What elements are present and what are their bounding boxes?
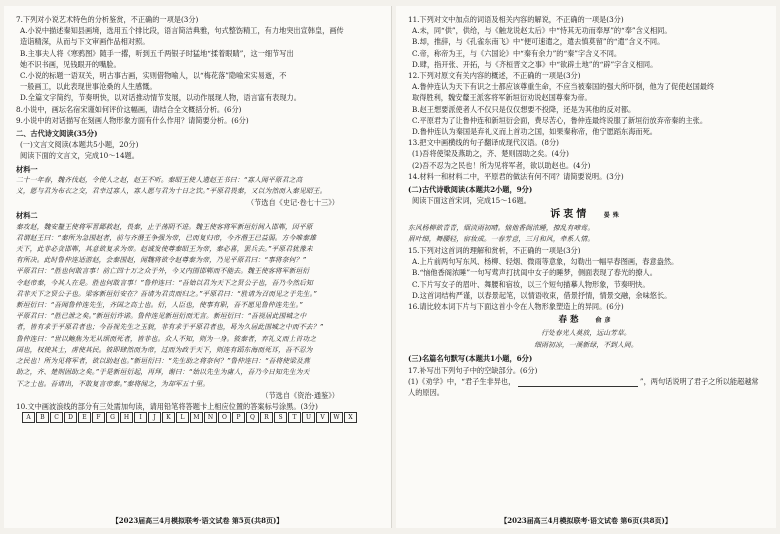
text-line: C.平原君为了让鲁仲连和新垣衍会面，费尽苦心，鲁仲连最终说服了新垣衍放弃帝秦的主张。 <box>412 115 708 125</box>
text-line: 新垣衍曰：“吾闻鲁仲连先生，齐国之高士也。衍，人臣也，使事有职，吾不愿见鲁仲连先生。” <box>16 301 303 310</box>
text-line: 鲁仲连曰：“世以鲍焦为无从颂而死者，皆非也。众人不知，则为一身。彼秦者，弃礼义而上首功之 <box>16 334 317 343</box>
text-line: D.鲁仲连认为秦国是弃礼义而上首功之国，如果秦称帝，他宁愿蹈东海而死。 <box>412 127 657 137</box>
text-line: 行处春光人莫放，远山芳草。 <box>541 329 631 338</box>
answer-box[interactable]: B <box>36 412 49 423</box>
text-line: D.肆，指开张、开拓，与《齐桓晋文之事》中“欲辟土地”的“辟”字含义相同。 <box>412 59 658 69</box>
answer-box[interactable]: H <box>120 412 133 423</box>
text-line: (2)吾不忍为之民也！所为见将军者，欲以助赵也。(4分) <box>412 160 591 170</box>
text-line: 君非天下之贤公子也。梁客新垣衍安在？吾请为君责而归之。”平原君曰：“胜请为召而见之于先生。” <box>16 289 317 298</box>
answer-box[interactable]: V <box>316 412 329 423</box>
text-line: B.赵王想要派使者人不仅只是仅仅想要不投降，还是为其他的反对都。 <box>412 104 636 114</box>
question-10: 10.文中画波浪线的部分有三处需加句读，请用铅笔将答题卡上相应位置的答案标号涂黑。(3分) <box>16 401 318 411</box>
text-line: 天下，此非必贪邯郸，其意欲复求为帝。赵诚发使尊秦昭王为帝，秦必喜，罢兵去。”平原君犹豫未 <box>16 245 313 254</box>
poem-author: 晏殊 <box>603 212 622 220</box>
answer-box[interactable]: S <box>274 412 287 423</box>
answer-box[interactable]: X <box>344 412 357 423</box>
text-line: C.下片写女子的眉叶、舞腰和宿妆，以三个短句描摹人物形象，节奏明快。 <box>412 279 650 289</box>
answer-box[interactable]: U <box>302 412 315 423</box>
answer-box[interactable]: O <box>218 412 231 423</box>
answer-blank[interactable] <box>518 378 638 387</box>
text-line: 她不识书画，见钱眼开的嘴脸。 <box>20 59 121 69</box>
text-line: 取得胜利，魏安釐王派客将军新垣衍劝说赵国尊秦为帝。 <box>412 93 592 103</box>
text-line: D.这首词结构严谨，以春景起笔，以情语收束，借景抒情，情景交融，余味悠长。 <box>412 290 672 300</box>
left-page <box>4 6 392 528</box>
answer-box[interactable]: W <box>330 412 343 423</box>
text-line: 眉叶细，舞腰轻，宿妆成。一春芳意，三月和风，牵系人情。 <box>408 234 595 243</box>
material-title: 材料二 <box>16 211 38 221</box>
text-line: A.上片前两句写东风、杨柳、轻烟、微雨等意象，勾勒出一幅早春图画，春意盎然。 <box>412 257 679 267</box>
text-line: 义，愿与君为布衣之交，君幸过寡人，寡人愿与君为十日之饮。”平原君畏秦，又以为然而入秦见昭王。 <box>16 187 327 196</box>
text-line: A.小说中描述秦知县画境，选用五个排比段，语言简洁典雅，句式整饬精工，有力地突出宣韩皇，画传 <box>20 26 344 36</box>
text-line: 二十一年春，魏齐伐赵，令使人之赵，赵王不听。秦昭王使人遗赵王书曰：“寡人闻平原君之高 <box>16 175 303 184</box>
text-line: 助之，齐、楚则固助之矣。”于是新垣衍起，再拜，谢曰：“始以先生为庸人，吾乃今日知先生为天 <box>16 368 310 377</box>
source-note: （节选自《史记·卷七十三》） <box>246 198 339 208</box>
answer-box[interactable]: A <box>22 412 35 423</box>
question-17: 17.补写出下列句子中的空缺部分。(6分) <box>408 365 538 375</box>
text-line: 15.下列对这首词的理解和赏析，不正确的一项是(3分) <box>408 246 581 256</box>
answer-box[interactable]: Q <box>246 412 259 423</box>
text-line: 平原君曰：“胜已泄之矣。”新垣衍许诺。鲁仲连见新垣衍而无言。新垣衍曰：“吾视居此围城之中 <box>16 312 307 321</box>
text-line: 细雨初凉，一溪新绿，不到人间。 <box>534 341 638 350</box>
text-line: 秦攻赵，魏安釐王使将军晋鄙救赵，畏秦，止于荡阴不进。魏王使客将军新垣衍间入邯郸，因平原 <box>16 222 313 231</box>
answer-box[interactable]: D <box>64 412 77 423</box>
material-1-text <box>16 175 379 197</box>
text-line: 东风杨柳欲青青，烟淡雨初晴。恼他香阁浓睡，撩乱有啼莺。 <box>408 223 595 232</box>
answer-box[interactable]: J <box>148 412 161 423</box>
poem-title <box>408 209 764 221</box>
answer-box[interactable]: T <box>288 412 301 423</box>
text-line: 造诣精深，从而与下文审画作品相对照。 <box>20 37 150 47</box>
answer-box[interactable]: E <box>78 412 91 423</box>
text-line: 君谓赵王曰：“秦所为急围赵者，前与齐湣王争强为帝，已而复归帝，今齐湣王已益弱。方今唯秦雄 <box>16 233 317 242</box>
sub-heading: (一)文言文阅读(本题共5小题，20分) <box>20 140 139 150</box>
text-line: B.却，推辞，与《孔雀东南飞》中“便可速遣之，遣去慎莫留”的“遣”含义不同。 <box>412 37 665 47</box>
sub-heading: (三)名篇名句默写(本题共1小题，6分) <box>408 354 533 364</box>
page-footer: 【2023届高三4月模拟联考·语文试卷 第5页(共8页)】 <box>111 515 284 525</box>
text-line: 一般画工，以此表现世事沧桑的人生感慨。 <box>20 82 157 92</box>
text-line: (1)吾将使梁及燕助之，齐、楚则固助之矣。(4分) <box>412 149 569 159</box>
answer-box[interactable]: M <box>190 412 203 423</box>
text-line: C.小说的标题一语双关，明古事古画，实则借物喻人，以“梅花落”隐喻宋实易逝，不 <box>20 71 287 81</box>
text-line: 14.材料一和材料二中，平原君的做法有何不同？请简要说明。(3分) <box>408 171 624 181</box>
text-line: 下之士也。吾请出，不敢复言帝秦。”秦将闻之，为却军五十里。 <box>16 379 210 388</box>
answer-box[interactable]: C <box>50 412 63 423</box>
material-title: 材料一 <box>16 164 38 174</box>
answer-box[interactable]: N <box>204 412 217 423</box>
instruction: 阅读下面这首宋词，完成15～16题。 <box>412 196 531 206</box>
right-page <box>396 6 776 528</box>
text-line: 有所决。此时鲁仲连适游赵，会秦围赵，闻魏将欲令赵尊秦为帝，乃见平原君曰：“事将奈何？” <box>16 256 307 265</box>
question-7-block <box>16 14 379 126</box>
material-2-text <box>16 222 379 390</box>
text-line: 国也，权使其士，虏使其民。彼即肆然而为帝，过而为政于天下，则连有蹈东海而死耳，吾不忍为 <box>16 345 313 354</box>
text-line: 12.下列对原文有关内容的概述，不正确的一项是(3分) <box>408 71 581 81</box>
text-line: 令赵帝秦，今其人在是。胜也何敢言事！”鲁仲连曰：“吾始以君为天下之贤公子也，吾乃今然后知 <box>16 278 313 287</box>
text-line: 13.把文中画横线的句子翻译成现代汉语。(8分) <box>408 138 559 148</box>
text-line: 9.小说中的对话描写在刻画人物形象方面有什么作用？请简要分析。(6分) <box>16 115 249 125</box>
answer-box[interactable]: G <box>106 412 119 423</box>
answer-box[interactable]: L <box>176 412 189 423</box>
answer-box[interactable]: I <box>134 412 147 423</box>
text-line: 平原君曰：“胜也何敢言事！前亡四十万之众于外，今又内围邯郸而不能去。魏王使客将军新垣衍 <box>16 267 310 276</box>
answer-box[interactable]: F <box>92 412 105 423</box>
text-line: B.“恼他香阁浓睡”一句写莺声打扰闺中女子的睡梦，侧面表现了春光的撩人。 <box>412 268 657 278</box>
text-line: 11.下列对文中加点的词语及相关内容的解说，不正确的一项是(3分) <box>408 15 624 24</box>
text-line: C.帝，称帝为王，与《六国论》中“秦有余力”的“秦”字含义不同。 <box>412 48 622 58</box>
text-line: 7.下列对小说艺术特色的分析鉴赏，不正确的一项是(3分) <box>16 15 199 24</box>
answer-box[interactable]: R <box>260 412 273 423</box>
text-line: D.全篇文字简约，节奏明快，以对话推动情节发展，以动作展现人物，语言富有表现力。 <box>20 93 301 103</box>
poem2-title-text: 春愁 <box>558 315 582 326</box>
source-note: （节选自《资治·通鉴》） <box>261 390 339 400</box>
text-line: 8.小说中，画坛名宿宋谨如何评价这幅画，请结合全文概括分析。(6分) <box>16 104 242 114</box>
section-heading: 二、古代诗文阅读(35分) <box>16 129 98 139</box>
text-line: A.鲁仲连认为天下有识之士都应该尊重生命，不应当被秦国的强大所吓倒，他为了促使赵国最终 <box>412 82 715 92</box>
answer-box[interactable]: P <box>232 412 245 423</box>
instruction: 阅读下面的文言文，完成10～14题。 <box>20 151 139 161</box>
text-line: 者，皆有求于平原君者也；今吾视先生之玉貌，非有求于平原君者也，曷为久居此围城之中而不去？” <box>16 323 324 332</box>
text-line: B.主事夫人将《寒鸦图》随手一撂，听到五千两银子时猛地“揉着眼睛”，这一细节写出 <box>20 48 294 58</box>
poem2-author: 俞彦 <box>595 317 614 325</box>
poem2-title <box>408 315 764 326</box>
answer-box-row <box>16 412 379 423</box>
question-16: 16.请比较本词下片与下面这首小令在人物形象塑造上的异同。(6分) <box>408 302 624 312</box>
q17-part-a: (1)《劝学》中，“君子生非异也， <box>408 376 516 386</box>
question-15 <box>408 245 764 301</box>
questions-11-14 <box>408 14 764 182</box>
q17-part-b: ”，两句话说明了君子之所以能超越常人的原因。 <box>408 376 759 398</box>
sub-heading: (二)古代诗歌阅读(本题共2小题，9分) <box>408 185 533 195</box>
page-footer: 【2023届高三4月模拟联考·语文试卷 第6页(共8页)】 <box>500 515 672 525</box>
poem-title-text: 诉衷情 <box>550 209 590 221</box>
poem-text <box>408 223 764 245</box>
text-line: A.未，同“供”，供给，与《触龙说赵太后》中“恃其无功而奉厚”的“奉”含义相同。 <box>412 26 672 36</box>
question-17-line <box>408 376 764 398</box>
answer-box[interactable]: K <box>162 412 175 423</box>
poem2-text <box>408 327 764 351</box>
text-line: 之民也！所为见将军者，欲以助赵也。”新垣衍曰：“先生助之将奈何？”鲁仲连曰：“吾将使梁及燕 <box>16 357 310 366</box>
